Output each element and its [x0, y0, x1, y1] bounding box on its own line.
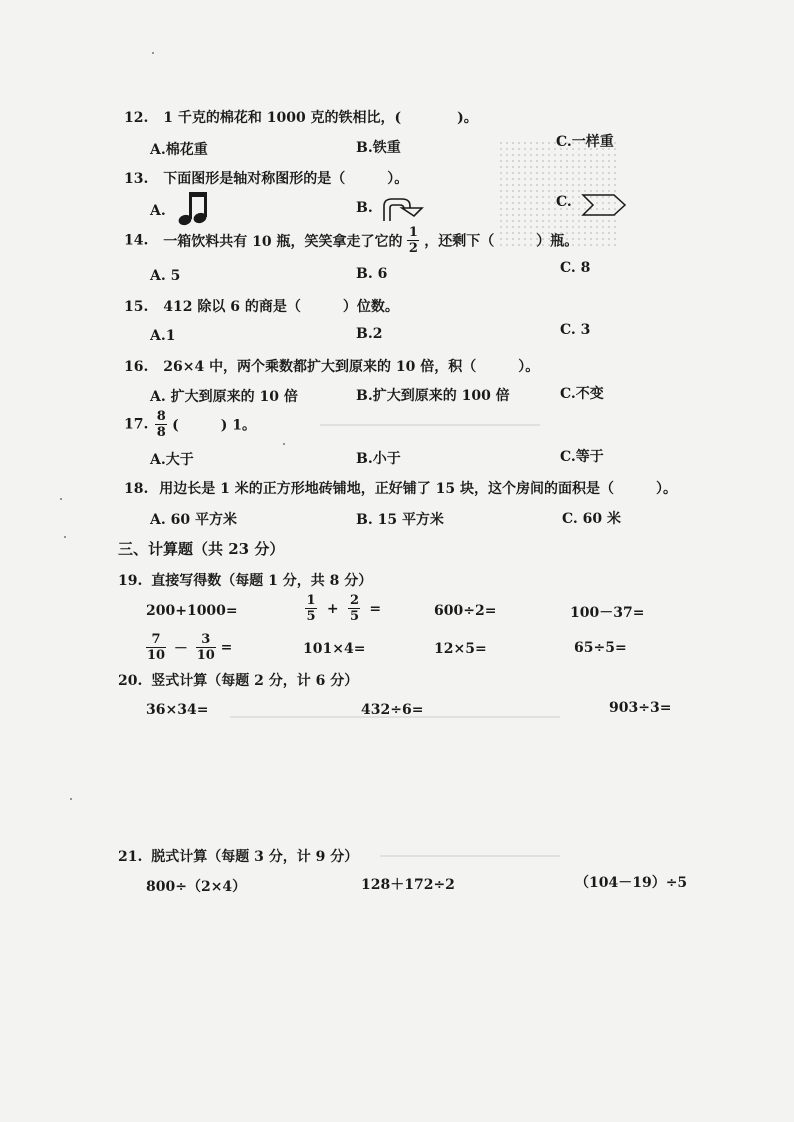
vertical-calc-item: 36×34= [146, 702, 209, 718]
option-a: A. 5 [150, 268, 181, 284]
question-text: 26×4 中，两个乘数都扩大到原来的 10 倍，积（ ）。 [163, 359, 540, 375]
option-c: C.不变 [560, 386, 604, 402]
fraction-eight-eighths: $\frac{8}{8}$ [156, 409, 166, 440]
expression: 12×5= [434, 641, 487, 657]
question-text: 412 除以 6 的商是（ ）位数。 [163, 299, 399, 315]
section-title: 三、计算题（共 23 分） [118, 540, 285, 558]
stepwise-calc-item: （104－19）÷5 [575, 875, 688, 891]
stepwise-calc-item: 128＋172÷2 [361, 877, 455, 893]
question-21 [118, 846, 358, 866]
scan-smudge [320, 424, 540, 426]
curved-arrow-icon [380, 196, 424, 222]
vertical-calc-item: 903÷3= [609, 700, 672, 716]
question-12 [124, 107, 478, 127]
question-title: 直接写得数（每题 1 分，共 8 分） [151, 573, 373, 589]
question-17 [124, 410, 256, 439]
question-14 [124, 226, 578, 255]
stepwise-calc-item: 800÷（2×4） [146, 879, 247, 895]
question-number: 12. [124, 110, 149, 126]
option-b: B.小于 [356, 451, 401, 467]
fraction-one-half: $\frac{1}{2}$ [408, 225, 418, 256]
question-text: 下面图形是轴对称图形的是（ ）。 [163, 171, 409, 187]
question-19 [118, 570, 372, 590]
expression: 600÷2= [434, 603, 497, 619]
question-number: 17. [124, 416, 149, 433]
chevron-shape-icon [581, 193, 627, 217]
scan-speck [64, 536, 66, 538]
question-number: 16. [124, 359, 149, 375]
option-c: C. 60 米 [562, 511, 622, 527]
question-20 [118, 670, 358, 690]
question-number: 19. [118, 573, 143, 589]
question-number: 21. [118, 849, 143, 865]
option-c: C.一样重 [556, 134, 614, 150]
option-b: B.铁重 [356, 140, 401, 156]
question-text: 一箱饮料共有 10 瓶，笑笑拿走了它的 [163, 233, 403, 250]
option-a: A. [150, 190, 211, 228]
question-number: 18. [124, 481, 149, 497]
scan-speck [70, 798, 72, 800]
option-c: C. [556, 193, 627, 217]
question-number: 15. [124, 299, 149, 315]
question-number: 13. [124, 171, 149, 187]
option-a: A.棉花重 [150, 142, 208, 158]
option-c: C. 8 [560, 260, 591, 276]
scan-speck [283, 443, 285, 445]
scan-speck [60, 498, 62, 500]
option-b: B. 6 [356, 266, 388, 282]
question-13 [124, 168, 408, 188]
question-title: 竖式计算（每题 2 分，计 6 分） [151, 673, 359, 689]
question-18 [124, 478, 677, 498]
question-number: 20. [118, 673, 143, 689]
option-b: B.扩大到原来的 100 倍 [356, 388, 510, 404]
option-a: A. 60 平方米 [150, 512, 237, 528]
vertical-calc-item: 432÷6= [361, 702, 424, 718]
expression: 65÷5= [574, 640, 627, 656]
expression-fraction-sum: $\frac{1}{5}$ + $\frac{2}{5}$ = [306, 593, 382, 624]
question-title: 脱式计算（每题 3 分，计 9 分） [151, 849, 359, 865]
option-b: B. [356, 196, 424, 222]
question-text: ( ) 1。 [172, 417, 256, 434]
option-a: A.大于 [150, 452, 194, 468]
option-c: C. 3 [560, 322, 591, 338]
option-a: A. 扩大到原来的 10 倍 [150, 389, 298, 405]
option-b: B.2 [356, 326, 383, 342]
question-15 [124, 296, 399, 316]
question-text: 用边长是 1 米的正方形地砖铺地，正好铺了 15 块，这个房间的面积是（ ）。 [159, 481, 677, 497]
expression: 200+1000= [146, 603, 238, 619]
question-number: 14. [124, 232, 149, 249]
expression-fraction-difference: $\frac{7}{10}$ － $\frac{3}{10}$ = [146, 632, 233, 663]
scan-speck [152, 52, 154, 54]
option-b: B. 15 平方米 [356, 512, 444, 528]
expression: 101×4= [303, 641, 366, 657]
music-note-icon [177, 190, 211, 228]
expression: 100－37= [570, 605, 645, 621]
question-16 [124, 356, 539, 376]
question-text: ，还剩下（ ）瓶。 [424, 233, 579, 250]
option-a: A.1 [150, 328, 176, 344]
question-text: 1 千克的棉花和 1000 克的铁相比，( )。 [163, 110, 478, 126]
option-c: C.等于 [560, 449, 604, 465]
scan-smudge [380, 855, 560, 857]
